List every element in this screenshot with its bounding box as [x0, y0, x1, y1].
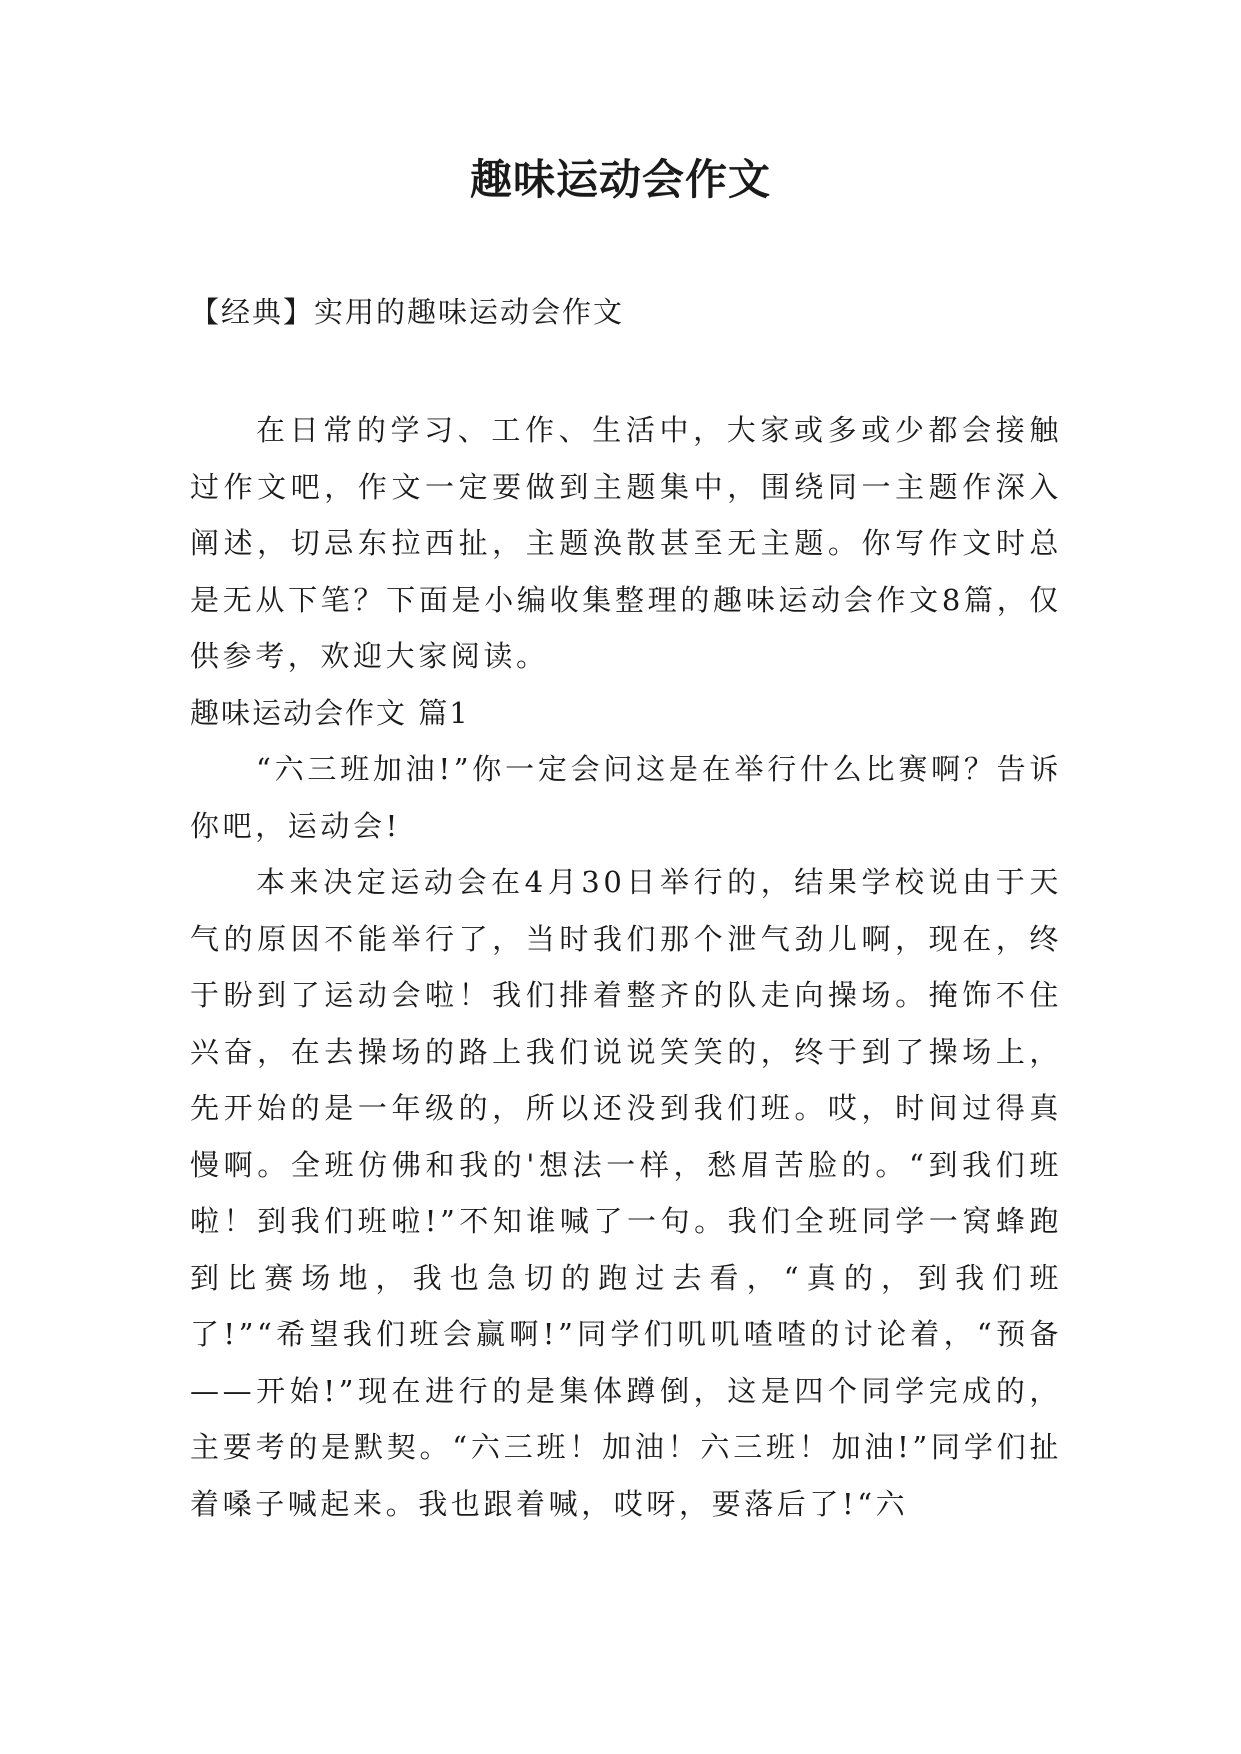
- document-title: 趣味运动会作文: [469, 155, 771, 204]
- section-heading: 趣味运动会作文 篇1: [190, 695, 470, 730]
- document-body: [190, 402, 1062, 1532]
- document-subtitle: 【经典】实用的趣味运动会作文: [190, 295, 625, 329]
- intro-paragraph: 在日常的学习、工作、生活中，大家或多或少都会接触过作文吧，作文一定要做到主题集中，围绕同一主题作深入阐述，切忌东拉西扯，主题涣散甚至无主题。你写作文时总是无从下笔？下面是小编收集整理的趣味运动会作文8篇，仅供参考，欢迎大家阅读。: [190, 413, 1062, 673]
- body-paragraph-1: “六三班加油!”你一定会问这是在举行什么比赛啊？告诉你吧，运动会!: [190, 752, 1062, 843]
- body-paragraph-2: 本来决定运动会在4月30日举行的，结果学校说由于天气的原因不能举行了，当时我们那个泄气劲儿啊，现在，终于盼到了运动会啦！我们排着整齐的队走向操场。掩饰不住兴奋，在去操场的路上我们说说笑笑的，终于到了操场上，先开始的是一年级的，所以还没到我们班。哎，时间过得真慢啊。全班仿佛和我的'想法一样，愁眉苦脸的。“到我们班啦！到我们班啦!”不知谁喊了一句。我们全班同学一窝蜂跑到比赛场地，我也急切的跑过去看，“真的，到我们班了!”“希望我们班会赢啊!”同学们叽叽喳喳的讨论着，“预备——开始!”现在进行的是集体蹲倒，这是四个同学完成的，主要考的是默契。“六三班！加油！六三班！加油!”同学们扯着嗓子喊起来。我也跟着喊，哎呀，要落后了!“六: [190, 865, 1062, 1521]
